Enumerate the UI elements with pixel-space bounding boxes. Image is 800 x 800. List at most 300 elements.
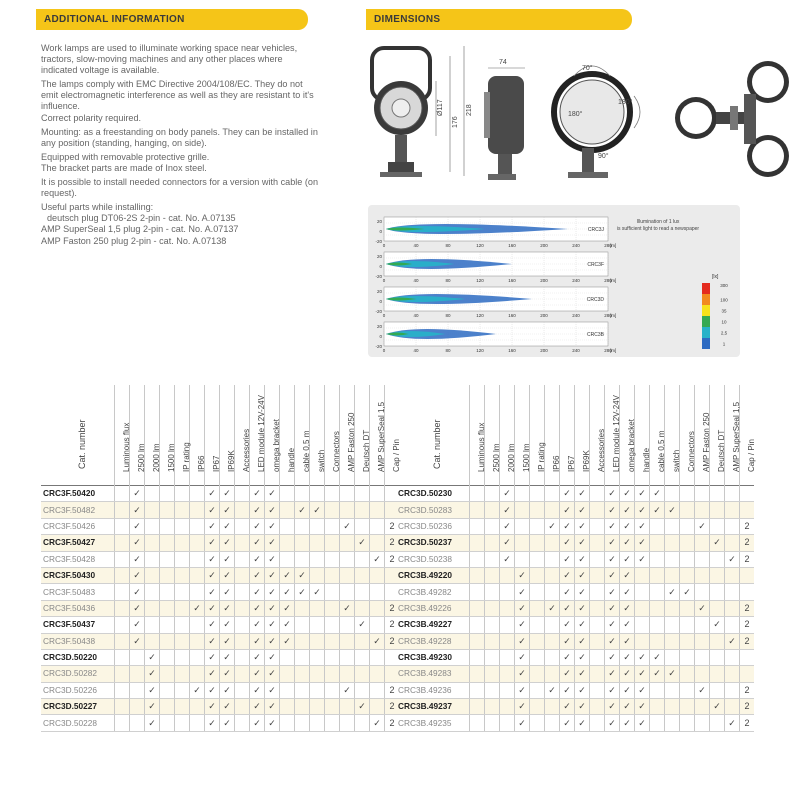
- table-row: [41, 584, 399, 600]
- beam-y-tick: 20: [376, 254, 382, 259]
- spec-cell: [710, 486, 725, 502]
- spec-cell: ✓: [265, 486, 280, 502]
- spec-cell: [530, 584, 545, 600]
- spec-cell: ✓: [710, 699, 725, 715]
- spec-cell: [310, 567, 325, 583]
- beam-chart-label: CRC3B: [587, 332, 604, 338]
- spec-cell: ✓: [265, 584, 280, 600]
- spec-cell: ✓: [605, 551, 620, 567]
- spec-cell: [355, 715, 370, 731]
- spec-cell: [485, 649, 500, 665]
- spec-cell: ✓: [560, 502, 575, 518]
- spec-cell: [485, 551, 500, 567]
- spec-cell: [650, 584, 665, 600]
- spec-cell: ✓: [220, 486, 235, 502]
- cat-number-cell: CRC3D.50227: [41, 699, 115, 715]
- beam-x-tick: 200: [540, 348, 548, 353]
- table-row: [396, 518, 754, 534]
- beam-x-tick: 160: [508, 243, 516, 248]
- spec-cell: ✓: [205, 551, 220, 567]
- column-header: [530, 385, 545, 486]
- spec-cell: ✓: [620, 617, 635, 633]
- spec-cell: [635, 567, 650, 583]
- spec-cell: ✓: [205, 502, 220, 518]
- table-row: [396, 699, 754, 715]
- spec-cell: [470, 633, 485, 649]
- spec-cell: [310, 699, 325, 715]
- spec-cell: [370, 617, 385, 633]
- spec-cell: 2: [385, 551, 400, 567]
- beam-y-tick: 20: [376, 324, 382, 329]
- table-row: [396, 649, 754, 665]
- beam-x-tick: 200: [540, 313, 548, 318]
- column-header: [545, 385, 560, 486]
- column-header-label: handle: [287, 447, 296, 472]
- column-header-label: IP66: [197, 455, 206, 472]
- spec-cell: ✓: [515, 584, 530, 600]
- spec-cell: ✓: [665, 502, 680, 518]
- column-header-label: 1500 lm: [522, 443, 531, 472]
- cat-number-cell: CRC3F.50428: [41, 551, 115, 567]
- spec-cell: [190, 584, 205, 600]
- spec-cell: [695, 551, 710, 567]
- spec-cell: [695, 666, 710, 682]
- spec-cell: [325, 535, 340, 551]
- spec-cell: 2: [385, 699, 400, 715]
- spec-cell: ✓: [635, 518, 650, 534]
- spec-cell: [725, 567, 740, 583]
- spec-cell: ✓: [635, 682, 650, 698]
- spec-cell: 2: [740, 617, 755, 633]
- spec-cell: ✓: [605, 567, 620, 583]
- beam-x-tick: 280: [604, 278, 612, 283]
- spec-cell: [310, 617, 325, 633]
- spec-cell: [295, 699, 310, 715]
- beam-note-line2: is sufficient light to read a newspaper: [616, 226, 700, 232]
- spec-cell: [740, 502, 755, 518]
- column-header-label: 2000 lm: [152, 443, 161, 472]
- beam-x-tick: 0: [382, 348, 386, 353]
- spec-cell: ✓: [145, 715, 160, 731]
- spec-cell: [545, 502, 560, 518]
- spec-cell: 2: [385, 633, 400, 649]
- spec-cell: [515, 535, 530, 551]
- table-row: [41, 617, 399, 633]
- spec-cell: [725, 699, 740, 715]
- beam-x-unit: [m]: [610, 278, 617, 283]
- spec-cell: ✓: [560, 666, 575, 682]
- spec-cell: ✓: [295, 584, 310, 600]
- spec-cell: ✓: [575, 617, 590, 633]
- lux-level-label: 2,5: [720, 330, 728, 336]
- spec-cell: [485, 666, 500, 682]
- spec-cell: [190, 649, 205, 665]
- spec-cell: ✓: [635, 699, 650, 715]
- spec-cell: ✓: [515, 666, 530, 682]
- spec-cell: [500, 617, 515, 633]
- spec-cell: [190, 518, 205, 534]
- spec-cell: [695, 633, 710, 649]
- spec-cell: ✓: [355, 535, 370, 551]
- spec-cell: ✓: [560, 649, 575, 665]
- column-header-label: Connectors: [332, 431, 341, 472]
- spec-cell: ✓: [250, 502, 265, 518]
- spec-cell: [665, 535, 680, 551]
- cat-number-cell: CRC3B.49282: [396, 584, 470, 600]
- spec-cell: [530, 699, 545, 715]
- table-row: [41, 518, 399, 534]
- cat-number-cell: CRC3B.49235: [396, 715, 470, 731]
- spec-cell: [680, 600, 695, 616]
- spec-cell: ✓: [265, 567, 280, 583]
- beam-x-tick: 40: [413, 278, 419, 283]
- spec-cell: [485, 584, 500, 600]
- spec-cell: [530, 649, 545, 665]
- spec-cell: ✓: [650, 666, 665, 682]
- spec-cell: [680, 715, 695, 731]
- spec-cell: [325, 600, 340, 616]
- column-header: [635, 385, 650, 486]
- dim-218-label: 218: [466, 104, 473, 116]
- spec-cell: ✓: [205, 633, 220, 649]
- spec-cell: [325, 699, 340, 715]
- spec-cell: ✓: [265, 551, 280, 567]
- spec-cell: [695, 649, 710, 665]
- spec-cell: [295, 666, 310, 682]
- column-header-label: LED module 12V-24V: [612, 395, 621, 472]
- spec-cell: [340, 666, 355, 682]
- column-header-label: AMP SuperSeal 1,5: [732, 401, 741, 472]
- spec-cell: [280, 486, 295, 502]
- spec-cell: [175, 617, 190, 633]
- spec-cell: [280, 649, 295, 665]
- spec-cell: ✓: [205, 666, 220, 682]
- spec-cell: ✓: [265, 502, 280, 518]
- spec-cell: [680, 535, 695, 551]
- spec-cell: [115, 699, 130, 715]
- spec-cell: [355, 600, 370, 616]
- spec-cell: [310, 715, 325, 731]
- lux-level-label: 35: [721, 308, 727, 314]
- spec-cell: ✓: [560, 699, 575, 715]
- spec-cell: [325, 682, 340, 698]
- column-header-label: IP67: [212, 455, 221, 472]
- spec-cell: ✓: [130, 502, 145, 518]
- spec-cell: [485, 682, 500, 698]
- spec-cell: [130, 715, 145, 731]
- column-header-label: omega bracket: [272, 419, 281, 472]
- angle-70-label: 70°: [582, 65, 593, 72]
- spec-cell: [680, 567, 695, 583]
- spec-cell: [650, 518, 665, 534]
- spec-cell: [115, 535, 130, 551]
- spec-cell: [710, 682, 725, 698]
- spec-cell: [635, 600, 650, 616]
- spec-cell: [175, 633, 190, 649]
- spec-cell: ✓: [220, 682, 235, 698]
- spec-cell: [145, 535, 160, 551]
- beam-chart-label: CRC3J: [587, 227, 604, 233]
- spec-cell: ✓: [515, 649, 530, 665]
- column-header-label: switch: [672, 449, 681, 472]
- spec-cell: ✓: [575, 518, 590, 534]
- column-header: [725, 385, 740, 486]
- column-header: [235, 385, 250, 486]
- lux-color-swatch: [702, 305, 710, 316]
- spec-cell: ✓: [575, 715, 590, 731]
- spec-cell: [145, 567, 160, 583]
- beam-chart: [375, 217, 616, 248]
- column-header-label: 2500 lm: [137, 443, 146, 472]
- spec-cell: ✓: [605, 682, 620, 698]
- spec-cell: ✓: [370, 633, 385, 649]
- spec-cell: ✓: [575, 600, 590, 616]
- cat-number-cell: CRC3F.50427: [41, 535, 115, 551]
- spec-cell: [530, 486, 545, 502]
- spec-cell: ✓: [560, 600, 575, 616]
- column-header: [145, 385, 160, 486]
- column-header-label: handle: [642, 447, 651, 472]
- spec-cell: [145, 600, 160, 616]
- spec-cell: ✓: [605, 535, 620, 551]
- spec-cell: ✓: [635, 535, 650, 551]
- spec-cell: [160, 567, 175, 583]
- spec-cell: [485, 600, 500, 616]
- spec-cell: ✓: [575, 502, 590, 518]
- spec-cell: [160, 617, 175, 633]
- spec-cell: [310, 551, 325, 567]
- spec-cell: [650, 535, 665, 551]
- beam-x-tick: 160: [508, 278, 516, 283]
- info-paragraph-emc: The lamps comply with EMC Directive 2004/108/EC. They do not emit electromagnetic interference as well as they are resistant to it's influence.: [41, 79, 314, 112]
- spec-cell: [235, 715, 250, 731]
- spec-cell: [235, 600, 250, 616]
- table-row: [396, 486, 754, 502]
- spec-cell: [370, 682, 385, 698]
- column-header-label: Accessories: [597, 428, 606, 472]
- spec-cell: [725, 518, 740, 534]
- spec-cell: ✓: [145, 666, 160, 682]
- spec-cell: 2: [740, 535, 755, 551]
- column-header: [560, 385, 575, 486]
- spec-cell: [175, 715, 190, 731]
- spec-cell: ✓: [145, 699, 160, 715]
- spec-cell: [680, 518, 695, 534]
- spec-cell: ✓: [605, 617, 620, 633]
- cat-number-cell: CRC3B.49236: [396, 682, 470, 698]
- spec-cell: [545, 633, 560, 649]
- cat-number-cell: CRC3D.50236: [396, 518, 470, 534]
- spec-cell: [370, 699, 385, 715]
- table-row: [396, 666, 754, 682]
- beam-pattern-panel: [368, 205, 740, 357]
- spec-cell: ✓: [635, 666, 650, 682]
- dimensions-header: DIMENSIONS: [366, 9, 632, 30]
- spec-cell: ✓: [575, 551, 590, 567]
- spec-cell: [695, 567, 710, 583]
- beam-x-unit: [m]: [610, 313, 617, 318]
- spec-cell: [635, 584, 650, 600]
- spec-cell: ✓: [265, 666, 280, 682]
- info-part-superseal: AMP SuperSeal 1,5 plug 2-pin - cat. No. A.07137: [41, 224, 239, 235]
- spec-cell: [115, 486, 130, 502]
- column-header-label: IP69K: [582, 450, 591, 472]
- spec-cell: [710, 551, 725, 567]
- spec-cell: ✓: [500, 551, 515, 567]
- spec-cell: [190, 535, 205, 551]
- spec-cell: [590, 633, 605, 649]
- spec-cell: [325, 666, 340, 682]
- spec-cell: ✓: [295, 567, 310, 583]
- spec-cell: ✓: [560, 551, 575, 567]
- spec-cell: ✓: [250, 699, 265, 715]
- spec-cell: ✓: [605, 666, 620, 682]
- spec-cell: [295, 486, 310, 502]
- beam-y-tick: -20: [375, 344, 382, 349]
- beam-x-tick: 0: [382, 243, 386, 248]
- spec-cell: ✓: [265, 682, 280, 698]
- spec-cell: ✓: [145, 649, 160, 665]
- spec-cell: [115, 502, 130, 518]
- spec-cell: [175, 649, 190, 665]
- spec-cell: [545, 715, 560, 731]
- spec-cell: [340, 535, 355, 551]
- column-header-label: Connectors: [687, 431, 696, 472]
- cat-number-cell: CRC3F.50420: [41, 486, 115, 502]
- spec-cell: 2: [385, 617, 400, 633]
- spec-cell: [530, 567, 545, 583]
- spec-cell: [160, 486, 175, 502]
- spec-cell: [680, 486, 695, 502]
- column-header-label: IP rating: [182, 442, 191, 472]
- column-header: [41, 385, 115, 486]
- beam-y-tick: 0: [379, 264, 382, 269]
- beam-y-tick: 20: [376, 289, 382, 294]
- spec-cell: [310, 486, 325, 502]
- beam-x-tick: 240: [572, 348, 580, 353]
- spec-cell: [470, 567, 485, 583]
- spec-cell: [280, 699, 295, 715]
- cat-number-cell: CRC3D.50237: [396, 535, 470, 551]
- spec-cell: [725, 486, 740, 502]
- spec-cell: [710, 567, 725, 583]
- spec-cell: [370, 649, 385, 665]
- spec-cell: [355, 567, 370, 583]
- spec-cell: [145, 551, 160, 567]
- spec-cell: 2: [385, 715, 400, 731]
- column-header: [515, 385, 530, 486]
- spec-cell: ✓: [190, 682, 205, 698]
- spec-cell: [530, 518, 545, 534]
- spec-cell: ✓: [620, 600, 635, 616]
- spec-cell: ✓: [280, 617, 295, 633]
- spec-cell: [695, 486, 710, 502]
- cat-number-cell: CRC3D.50238: [396, 551, 470, 567]
- column-header-label: IP67: [567, 455, 576, 472]
- spec-cell: [500, 682, 515, 698]
- column-header-label: 1500 lm: [167, 443, 176, 472]
- spec-cell: [710, 518, 725, 534]
- spec-cell: [665, 600, 680, 616]
- lux-level-label: 300: [720, 283, 728, 288]
- table-row: [396, 567, 754, 583]
- spec-cell: [340, 617, 355, 633]
- spec-cell: ✓: [205, 600, 220, 616]
- spec-cell: [145, 633, 160, 649]
- spec-cell: [175, 551, 190, 567]
- column-header-label: cable 0,5 m: [657, 430, 666, 472]
- spec-cell: ✓: [695, 518, 710, 534]
- cat-number-cell: CRC3D.50226: [41, 682, 115, 698]
- spec-cell: [160, 600, 175, 616]
- spec-cell: [545, 486, 560, 502]
- spec-cell: [115, 633, 130, 649]
- spec-cell: [695, 699, 710, 715]
- spec-cell: 2: [740, 633, 755, 649]
- spec-cell: [545, 535, 560, 551]
- column-header: [396, 385, 470, 486]
- spec-cell: [665, 699, 680, 715]
- beam-x-tick: 200: [540, 278, 548, 283]
- column-header-label: LED module 12V-24V: [257, 395, 266, 472]
- spec-cell: ✓: [605, 699, 620, 715]
- table-row: [41, 502, 399, 518]
- cat-number-cell: CRC3B.49220: [396, 567, 470, 583]
- beam-chart-label: CRC3F: [587, 262, 604, 268]
- spec-cell: [590, 649, 605, 665]
- spec-cell: [545, 666, 560, 682]
- spec-cell: [530, 535, 545, 551]
- spec-cell: ✓: [695, 682, 710, 698]
- cat-number-cell: CRC3D.50283: [396, 502, 470, 518]
- spec-cell: [130, 699, 145, 715]
- spec-cell: ✓: [545, 682, 560, 698]
- spec-cell: ✓: [515, 567, 530, 583]
- spec-cell: [115, 551, 130, 567]
- spec-cell: ✓: [220, 617, 235, 633]
- spec-cell: [515, 518, 530, 534]
- spec-cell: [470, 617, 485, 633]
- spec-cell: [545, 699, 560, 715]
- spec-cell: [115, 617, 130, 633]
- column-header-label: cable 0,5 m: [302, 430, 311, 472]
- spec-cell: ✓: [560, 535, 575, 551]
- spec-cell: ✓: [220, 584, 235, 600]
- spec-cell: ✓: [575, 699, 590, 715]
- lux-level-label: 1: [722, 341, 726, 347]
- table-row: [396, 535, 754, 551]
- spec-cell: 2: [740, 682, 755, 698]
- spec-cell: [145, 486, 160, 502]
- spec-cell: [500, 567, 515, 583]
- spec-cell: [355, 584, 370, 600]
- cat-number-cell: CRC3B.49227: [396, 617, 470, 633]
- spec-cell: [515, 486, 530, 502]
- spec-cell: ✓: [295, 502, 310, 518]
- spec-cell: [650, 633, 665, 649]
- spec-cell: ✓: [220, 518, 235, 534]
- spec-cell: 2: [385, 518, 400, 534]
- spec-cell: [190, 486, 205, 502]
- spec-cell: [175, 486, 190, 502]
- column-header: [220, 385, 235, 486]
- spec-table-left: [41, 385, 399, 732]
- spec-cell: [515, 551, 530, 567]
- beam-y-tick: -20: [375, 274, 382, 279]
- column-header: [485, 385, 500, 486]
- spec-cell: [485, 502, 500, 518]
- spec-cell: [355, 633, 370, 649]
